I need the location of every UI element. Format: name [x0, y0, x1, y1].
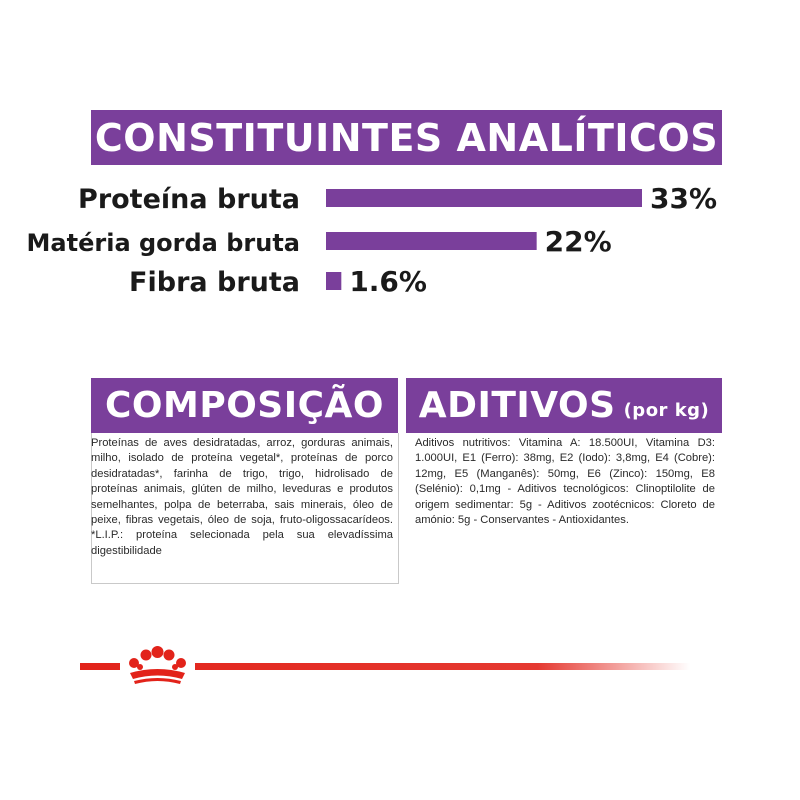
bar [326, 189, 642, 207]
composicao-text: Proteínas de aves desidratadas, arroz, gorduras animais, milho, isolado de proteína vegetal*, proteínas de porco desidratadas*, farinha de trigo, trigo, hidrolisado de proteínas animais, glúten de milho, leveduras e produtos semelhantes, polpa de beterraba, sais minerais, óleo de peixe, fibras vegetais, óleo de soja, fruto-oligossacarídeos. *L.I.P.: proteína selecionada pela sua elevadíssima digestibilidade [91, 437, 393, 557]
aditivos-text: Aditivos nutritivos: Vitamina A: 18.500UI, Vitamina D3: 1.000UI, E1 (Ferro): 38mg, E2 (Iodo): 3,8mg, E4 (Cobre): 12mg, E5 (Manganês): 50mg, E6 (Zinco): 150mg, E8 (Selénio): 0,1mg - Aditivos tecnológicos: Clinoptilolite de origem sedimentar: 5g - Aditivos zootécnicos: Cloreto de amónio: 5g - Conservantes - Antioxidantes. [415, 437, 715, 527]
bar-value-label: 22% [544, 225, 612, 258]
analiticos-title: CONSTITUINTES ANALÍTICOS [94, 115, 719, 160]
bar [326, 272, 341, 290]
composicao-header [91, 378, 398, 433]
analiticos-header [91, 110, 722, 165]
category-label: Proteína bruta [78, 184, 300, 215]
category-label: Fibra bruta [129, 267, 300, 298]
category-label: Matéria gorda bruta [26, 229, 300, 257]
bar-value-label: 33% [650, 182, 718, 215]
aditivos-header [406, 378, 722, 433]
aditivos-unit: (por kg) [623, 400, 710, 421]
bar [326, 232, 537, 250]
composicao-title: COMPOSIÇÃO [104, 385, 385, 426]
bar-value-label: 1.6% [349, 265, 427, 298]
royal-crown-icon [120, 645, 195, 687]
aditivos-title: ADITIVOS [418, 385, 616, 426]
